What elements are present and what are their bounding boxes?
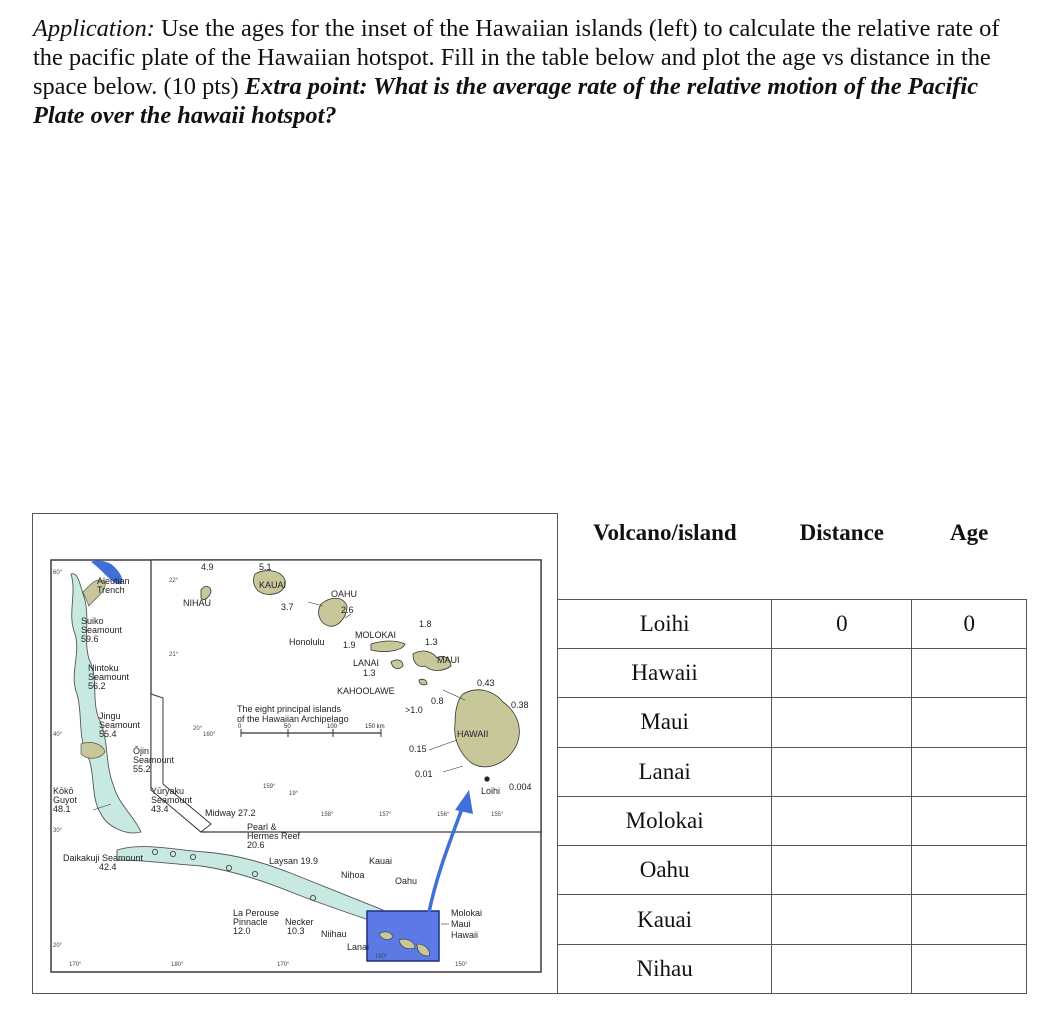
daikakuji-label-1: Daikakuji Seamount (63, 853, 144, 863)
suiko-label-3: 59.6 (81, 634, 99, 644)
aleutian-label-1: Aleutian (97, 576, 130, 586)
oahu-label: OAHU (331, 589, 358, 599)
oahu-age2-label: 2.6 (341, 605, 354, 615)
pearl-label-2: Hermes Reef (247, 831, 301, 841)
row-age-maui[interactable] (912, 698, 1027, 747)
hawaii-age1-label: 0.38 (511, 700, 529, 710)
row-age-kauai[interactable] (912, 895, 1027, 944)
question-prompt (33, 14, 1033, 130)
prompt-extra-point: Extra point: What is the average rate of the relative motion of the Pacific Plate over the hawaii hotspot? (33, 73, 979, 129)
laperouse-label-3: 12.0 (233, 926, 251, 936)
lat-tick: 60° (53, 570, 63, 576)
kauai-label: KAUAI (259, 580, 287, 590)
row-distance-molokai[interactable] (772, 796, 912, 845)
row-name-nihau: Nihau (558, 944, 772, 993)
loihi-label: Loihi (481, 786, 501, 796)
maui-age1-label: 0.8 (431, 696, 444, 706)
kauai-age-label: 5.1 (259, 562, 272, 572)
laperouse-label-1: La Perouse (233, 908, 280, 918)
koko-label-3: 48.1 (53, 804, 71, 814)
yuryaku-label-2: Seamount (151, 795, 193, 805)
jingu-label-1: Jingu (99, 711, 121, 721)
row-distance-kauai[interactable] (772, 895, 912, 944)
lat-tick: 30° (53, 828, 63, 834)
header-volcano-island: Volcano/island (593, 519, 737, 545)
pearl-label-1: Pearl & (247, 822, 277, 832)
inset-lon-tick: 158° (321, 812, 334, 818)
map-cell (33, 514, 558, 994)
hawaii-small-label: Hawaii (451, 930, 479, 940)
lat-tick: 40° (53, 732, 63, 738)
lanai-small-label: Lanai (347, 942, 370, 952)
worksheet-table (32, 513, 1027, 994)
row-age-lanai[interactable] (912, 747, 1027, 796)
hawaii-age2-label: 0.15 (409, 744, 427, 754)
row-name-oahu: Oahu (558, 846, 772, 895)
maui-small-label: Maui (451, 919, 471, 929)
lon-tick: 180° (171, 962, 184, 968)
lat-tick: 20° (53, 943, 63, 949)
inset-lon-tick: 155° (491, 812, 504, 818)
scale-label-150: 150 km (365, 724, 385, 730)
hawaii-age3-label: 0.01 (415, 769, 433, 779)
honolulu-label: Honolulu (289, 637, 325, 647)
necker-label-1: Necker (285, 917, 314, 927)
inset-lat-tick: 21° (169, 652, 179, 658)
inset-lon-tick: 157° (379, 812, 392, 818)
kauai-small-label: Kauai (369, 856, 393, 866)
scale-label-0: 0 (238, 724, 242, 730)
inset-lon-tick: 160° (203, 732, 216, 738)
ojin-label-3: 55.2 (133, 764, 151, 774)
loihi-marker (484, 776, 489, 781)
nintoku-label-1: Nintoku (88, 663, 119, 673)
suiko-label-2: Seamount (81, 625, 123, 635)
hawaii-label: HAWAII (457, 729, 489, 739)
inset-lon-tick: 159° (263, 784, 276, 790)
kahoolawe-label: KAHOOLAWE (337, 686, 395, 696)
midway-label: Midway 27.2 (205, 808, 256, 818)
inset-lon-tick: 156° (437, 812, 450, 818)
yuryaku-label-1: Yūryaku (151, 786, 185, 796)
nihau-age-label: 4.9 (201, 562, 214, 572)
inset-lat-tick: 19° (289, 791, 299, 797)
niihau-small-label: Niihau (321, 929, 347, 939)
row-name-kauai: Kauai (558, 895, 772, 944)
nihau-label: NIHAU (183, 598, 212, 608)
row-distance-hawaii[interactable] (772, 649, 912, 698)
lanai-label: LANAI (353, 658, 380, 668)
molokai-small-label: Molokai (451, 908, 483, 918)
oahu-age-label: 3.7 (281, 602, 294, 612)
row-name-lanai: Lanai (558, 747, 772, 796)
inset-lat-tick: 20° (193, 726, 203, 732)
ojin-label-2: Seamount (133, 755, 175, 765)
row-name-maui: Maui (558, 698, 772, 747)
lanai-age-label: 1.3 (363, 668, 376, 678)
nintoku-label-3: 56.2 (88, 681, 106, 691)
row-distance-maui[interactable] (772, 698, 912, 747)
daikakuji-label-2: 42.4 (99, 862, 117, 872)
header-age: Age (950, 519, 989, 545)
maui-label: MAUI (437, 655, 460, 665)
oahu-small-label: Oahu (395, 876, 418, 886)
row-age-oahu[interactable] (912, 846, 1027, 895)
hawaiian-chain-map (33, 514, 557, 993)
hawaiian-emperor-map-figure (33, 514, 557, 993)
prompt-lead: Application: (33, 15, 155, 42)
nintoku-label-2: Seamount (88, 672, 130, 682)
suiko-label-1: Suiko (81, 616, 104, 626)
row-distance-oahu[interactable] (772, 846, 912, 895)
row-distance-lanai[interactable] (772, 747, 912, 796)
row-age-loihi[interactable]: 0 (912, 599, 1027, 648)
ojin-label-1: Ōjin (133, 746, 150, 756)
aleutian-label-2: Trench (97, 585, 125, 595)
laysan-label: Laysan 19.9 (269, 856, 319, 866)
molokai-label: MOLOKAI (355, 630, 397, 640)
necker-label-2: 10.3 (287, 926, 305, 936)
header-distance: Distance (799, 519, 884, 545)
row-name-loihi: Loihi (558, 599, 772, 648)
row-name-molokai: Molokai (558, 796, 772, 845)
honolulu-age-label: 1.9 (343, 640, 356, 650)
lon-tick: 170° (69, 962, 82, 968)
koko-label-2: Guyot (53, 795, 78, 805)
kahoolawe-age-label: >1.0 (405, 705, 423, 715)
lon-tick: 170° (277, 962, 290, 968)
yuryaku-label-3: 43.4 (151, 804, 169, 814)
jingu-label-3: 55.4 (99, 729, 117, 739)
inset-caption-2: of the Hawaiian Archipelago (237, 714, 349, 724)
maui-age2-label: 0.43 (477, 678, 495, 688)
scale-label-100: 100 (327, 724, 338, 730)
row-distance-loihi[interactable]: 0 (772, 599, 912, 648)
scale-label-50: 50 (284, 724, 291, 730)
nihoa-label: Nihoa (341, 870, 365, 880)
molokai-age2-label: 1.3 (425, 637, 438, 647)
row-name-hawaii: Hawaii (558, 649, 772, 698)
row-distance-nihau[interactable] (772, 944, 912, 993)
molokai-age1-label: 1.8 (419, 619, 432, 629)
pearl-label-3: 20.6 (247, 840, 265, 850)
row-age-hawaii[interactable] (912, 649, 1027, 698)
inset-caption-1: The eight principal islands (237, 704, 342, 714)
laperouse-label-2: Pinnacle (233, 917, 268, 927)
row-age-nihau[interactable] (912, 944, 1027, 993)
jingu-label-2: Seamount (99, 720, 141, 730)
koko-label-1: Kōkō (53, 786, 74, 796)
lon-tick: 150° (455, 962, 468, 968)
lon-tick: 160° (375, 954, 388, 960)
inset-lat-tick: 22° (169, 578, 179, 584)
prompt-body: Use the ages for the inset of the Hawaiian islands (left) to calculate the relative rate of the pacific plate of the Hawaiian hotspot. Fill in the table below and plot the age vs distance in the space below. (10 pts) (33, 15, 1000, 100)
row-age-molokai[interactable] (912, 796, 1027, 845)
loihi-age-label: 0.004 (509, 782, 532, 792)
